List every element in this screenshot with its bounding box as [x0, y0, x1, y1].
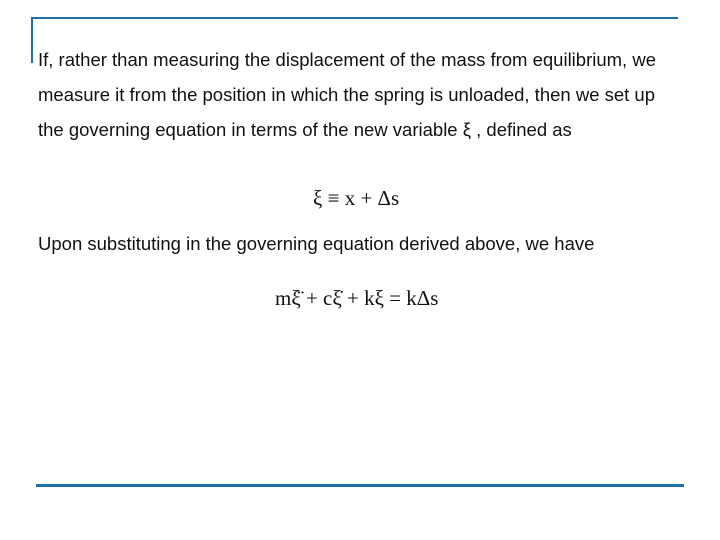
- equation-governing: mξ̈ + cξ̇ + kξ = kΔs: [275, 286, 439, 310]
- paragraph-definition: If, rather than measuring the displacement of the mass from equilibrium, we measure it from the position in which the spring is unloaded, then we set up the governing equation in terms of the new variable ξ , defined as: [38, 49, 656, 140]
- paragraph-substitution: Upon substituting in the governing equation derived above, we have: [38, 233, 595, 254]
- bottom-rule: [36, 484, 684, 487]
- top-rule: [31, 17, 678, 19]
- equation-definition: ξ ≡ x + Δs: [313, 186, 400, 210]
- left-rule: [31, 17, 33, 63]
